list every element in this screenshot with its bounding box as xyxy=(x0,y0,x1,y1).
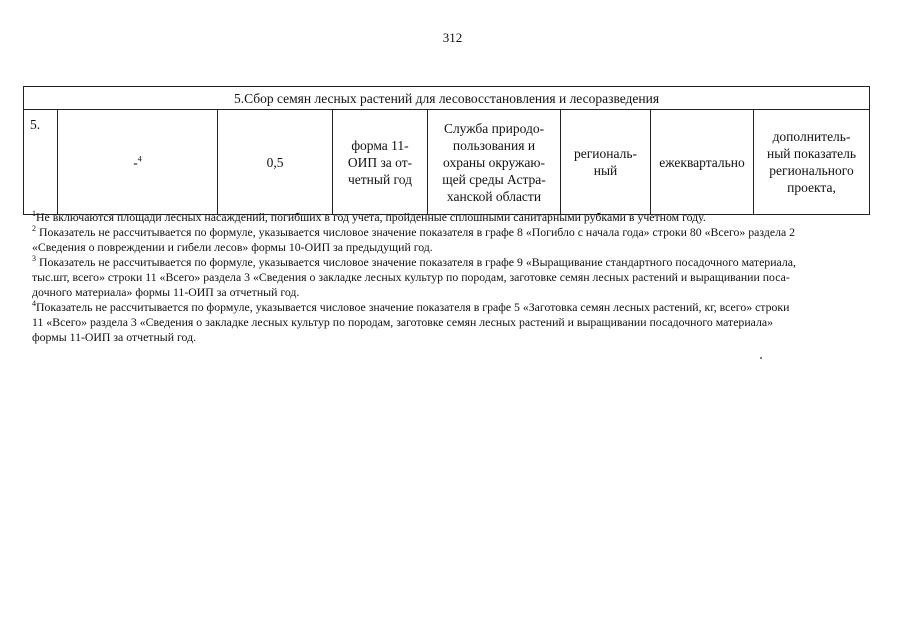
footnote-4-cont xyxy=(32,330,872,345)
source-form xyxy=(333,110,428,215)
section-title: 5.Сбор семян лесных растений для лесовосстановления и лесоразведения xyxy=(24,87,870,110)
footnote-line: «Сведения о повреждении и гибели лесов» формы 10-ОИП за предыдущий год. xyxy=(32,240,433,254)
indicator-note xyxy=(754,110,870,215)
footnote-3 xyxy=(32,255,872,270)
footnote-line: Показатель не рассчитывается по формуле, указывается числовое значение показателя в графе 9 «Выращивание стандартного посадочного материала, xyxy=(38,255,796,269)
indicator-value-cell xyxy=(58,110,218,215)
page-number: 312 xyxy=(442,30,463,45)
responsible-service-line: охраны окружаю- xyxy=(443,154,545,170)
indicator-note-line: ный показатель xyxy=(767,146,856,161)
footnote-mark: 1 xyxy=(32,209,36,219)
footnote-ref-4: 4 xyxy=(137,154,142,163)
footnote-3-cont xyxy=(32,270,872,285)
source-form-line: форма 11- xyxy=(351,137,409,153)
indicator-level-line: ный xyxy=(593,163,618,178)
footnote-mark: 2 xyxy=(32,224,36,234)
footnote-line: формы 11-ОИП за отчетный год. xyxy=(32,330,197,344)
indicator-note-line: дополнитель- xyxy=(772,129,851,144)
source-form-line: ОИП за от- xyxy=(347,154,413,170)
footnotes xyxy=(32,210,872,345)
footnote-3-cont xyxy=(32,285,872,300)
footnote-line: тыс.шт, всего» строки 11 «Всего» раздела 3 «Сведения о закладке лесных культур по породам, заготовке семян лесных растений и выращивании поса- xyxy=(32,270,790,284)
indicator-note-line: регионального xyxy=(769,163,854,178)
footnote-4 xyxy=(32,300,872,315)
footnote-mark: 3 xyxy=(32,254,36,264)
table-row xyxy=(24,110,870,215)
responsible-service xyxy=(428,110,561,215)
responsible-service-line: щей среды Астра- xyxy=(442,171,546,187)
indicator-note-line: проекта, xyxy=(787,180,836,195)
footnote-mark: 4 xyxy=(32,299,36,309)
indicator-table xyxy=(23,86,870,215)
footnote-line: Не включаются площади лесных насаждений, погибших в год учета, пройденные сплошными санитарными рубками в учетном году. xyxy=(36,210,706,224)
stray-dot xyxy=(760,357,762,359)
reporting-period: ежеквартально xyxy=(651,110,754,215)
indicator-level-line: региональ- xyxy=(574,146,637,161)
dash-value: - xyxy=(133,154,138,170)
responsible-service-line: пользования и xyxy=(452,137,536,153)
footnote-line: дочного материала» формы 11-ОИП за отчетный год. xyxy=(32,285,300,299)
indicator-level xyxy=(561,110,651,215)
base-value: 0,5 xyxy=(218,110,333,215)
footnote-line: 11 «Всего» раздела 3 «Сведения о закладке лесных культур по породам, заготовке семян лесных растений и выращивании посадочного материала» xyxy=(32,315,774,329)
footnote-2 xyxy=(32,225,872,240)
responsible-service-line: Служба природо- xyxy=(443,120,545,136)
source-form-line: четный год xyxy=(347,171,412,187)
footnote-line: Показатель не рассчитывается по формуле, указывается числовое значение показателя в графе 5 «Заготовка семян лесных растений, кг, всего» строки xyxy=(36,300,790,314)
footnote-1 xyxy=(32,210,872,225)
responsible-service-line: ханской области xyxy=(446,188,542,204)
footnote-2-cont xyxy=(32,240,872,255)
footnote-4-cont xyxy=(32,315,872,330)
footnote-line: Показатель не рассчитывается по формуле, указывается числовое значение показателя в графе 8 «Погибло с начала года» строки 80 «Всего» раздела 2 xyxy=(38,225,796,239)
row-number: 5. xyxy=(24,110,58,215)
